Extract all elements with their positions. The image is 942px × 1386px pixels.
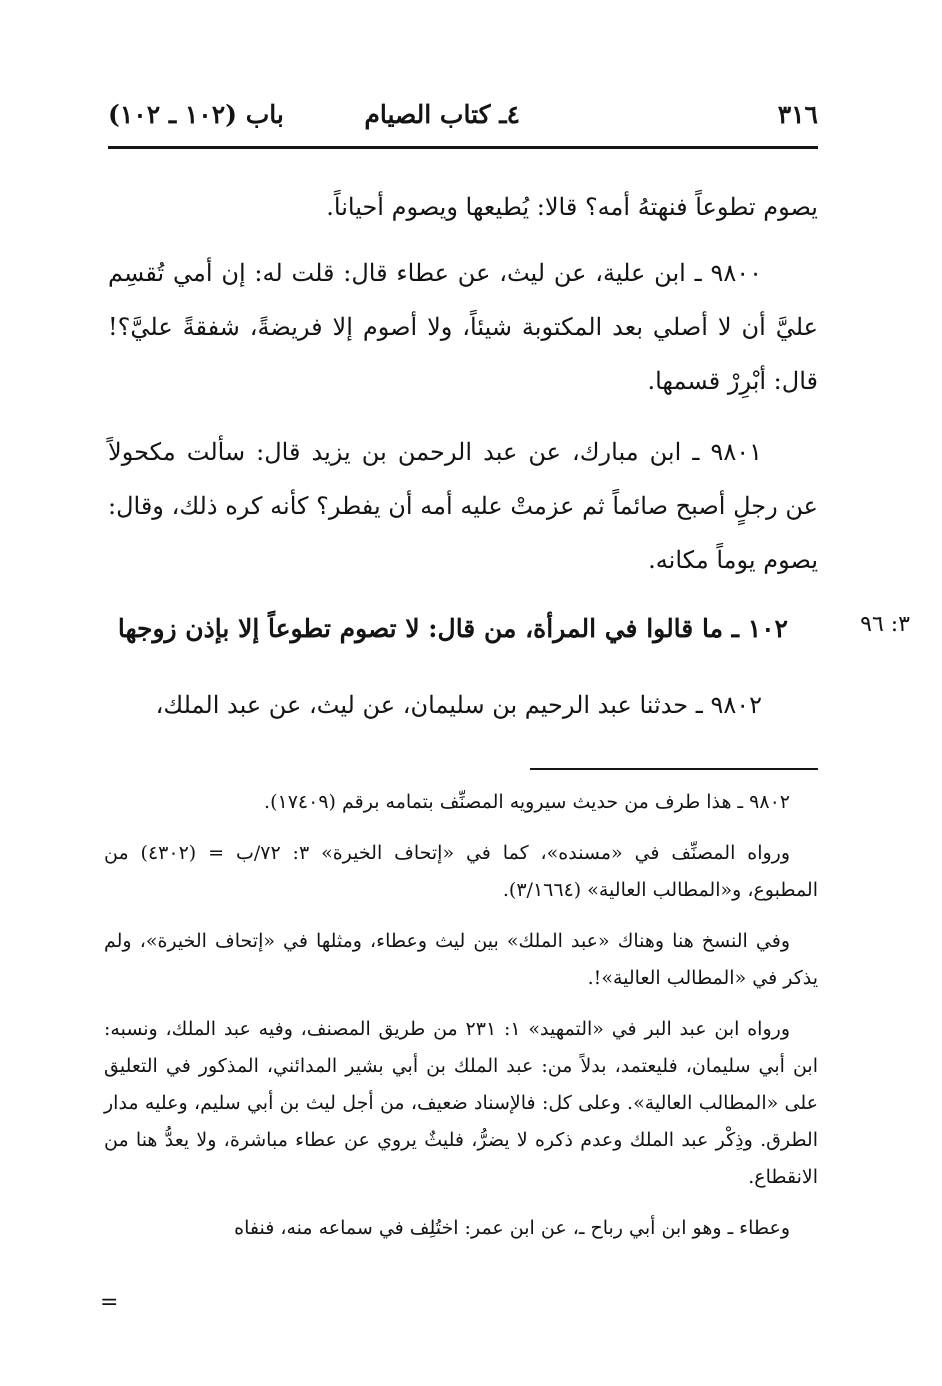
running-header: [108, 92, 818, 140]
book-title: ٤ـ كتاب الصيام: [364, 100, 520, 129]
footnote: ٩٨٠٢ ـ هذا طرف من حديث سيرويه المصنِّف بتمامه برقم (١٧٤٠٩).: [264, 791, 790, 813]
margin-reference: ٣: ٩٦: [860, 612, 910, 637]
footnote: وفي النسخ هنا وهناك «عبد الملك» بين ليث وعطاء، ومثلها في «إتحاف الخيرة»، ولم يذكر في «المطالب العالية»!.: [104, 930, 818, 989]
paragraph: يصوم تطوعاً فنهتهُ أمه؟ قالا: يُطيعها ويصوم أحياناً.: [326, 193, 818, 221]
hadith-9801: [108, 425, 818, 587]
page-number: ٣١٦: [777, 100, 818, 129]
footnote-separator: [530, 768, 818, 770]
chapter-heading: ١٠٢ ـ ما قالوا في المرأة، من قال: لا تصوم تطوعاً إلا بإذن زوجها: [117, 614, 788, 643]
paragraph: ٩٨٠١ ـ ابن مبارك، عن عبد الرحمن بن يزيد قال: سألت مكحولاً عن رجلٍ أصبح صائماً ثم عزمتْ عليه أمه أن يفطر؟ كأنه كره ذلك، وقال: يصوم يوماً مكانه.: [108, 438, 818, 574]
footnote: ورواه ابن عبد البر في «التمهيد» ١: ٢٣١ من طريق المصنف، وفيه عبد الملك، ونسبه: ابن أبي سليمان، فليعتمد، بدلاً من: عبد الملك بن أبي بشير المدائني، المذكور في التعليق على «المطالب العالية». وعلى كل: فالإسناد ضعيف، من أجل ليث بن أبي سليم، وعليه مدار الطرق. وذِكْر عبد الملك وعدم ذكره لا يضرُّ، فليثٌ يروي عن عطاء مباشرة، ولا يعدُّ هنا من الانقطاع.: [104, 1018, 818, 1188]
hadith-9802: [108, 678, 818, 732]
chapter-range: باب (١٠٢ ـ ١٠٢): [108, 100, 284, 129]
paragraph: ٩٨٠٢ ـ حدثنا عبد الرحيم بن سليمان، عن ليث، عن عبد الملك،: [155, 691, 762, 719]
footnotes: [104, 784, 818, 1247]
footnote: وعطاء ـ وهو ابن أبي رباح ـ، عن ابن عمر: اختُلِف في سماعه منه، فنفاه: [234, 1217, 790, 1239]
paragraph: ٩٨٠٠ ـ ابن علية، عن ليث، عن عطاء قال: قلت له: إن أمي تُقسِم عليَّ أن لا أصلي بعد المكتوبة شيئاً، ولا أصوم إلا فريضةً، شفقةً عليَّ؟! قال: أبْرِرْ قسمها.: [108, 259, 818, 395]
main-text-continuation: [108, 180, 818, 234]
hadith-9800: [108, 246, 818, 408]
header-rule: [108, 146, 818, 149]
footnote: ورواه المصنِّف في «مسنده»، كما في «إتحاف الخيرة» ٣: ٧٢/ب = (٤٣٠٢) من المطبوع، و«المطالب العالية» (٣/١٦٦٤).: [104, 842, 818, 901]
continuation-mark: =: [100, 1290, 119, 1315]
